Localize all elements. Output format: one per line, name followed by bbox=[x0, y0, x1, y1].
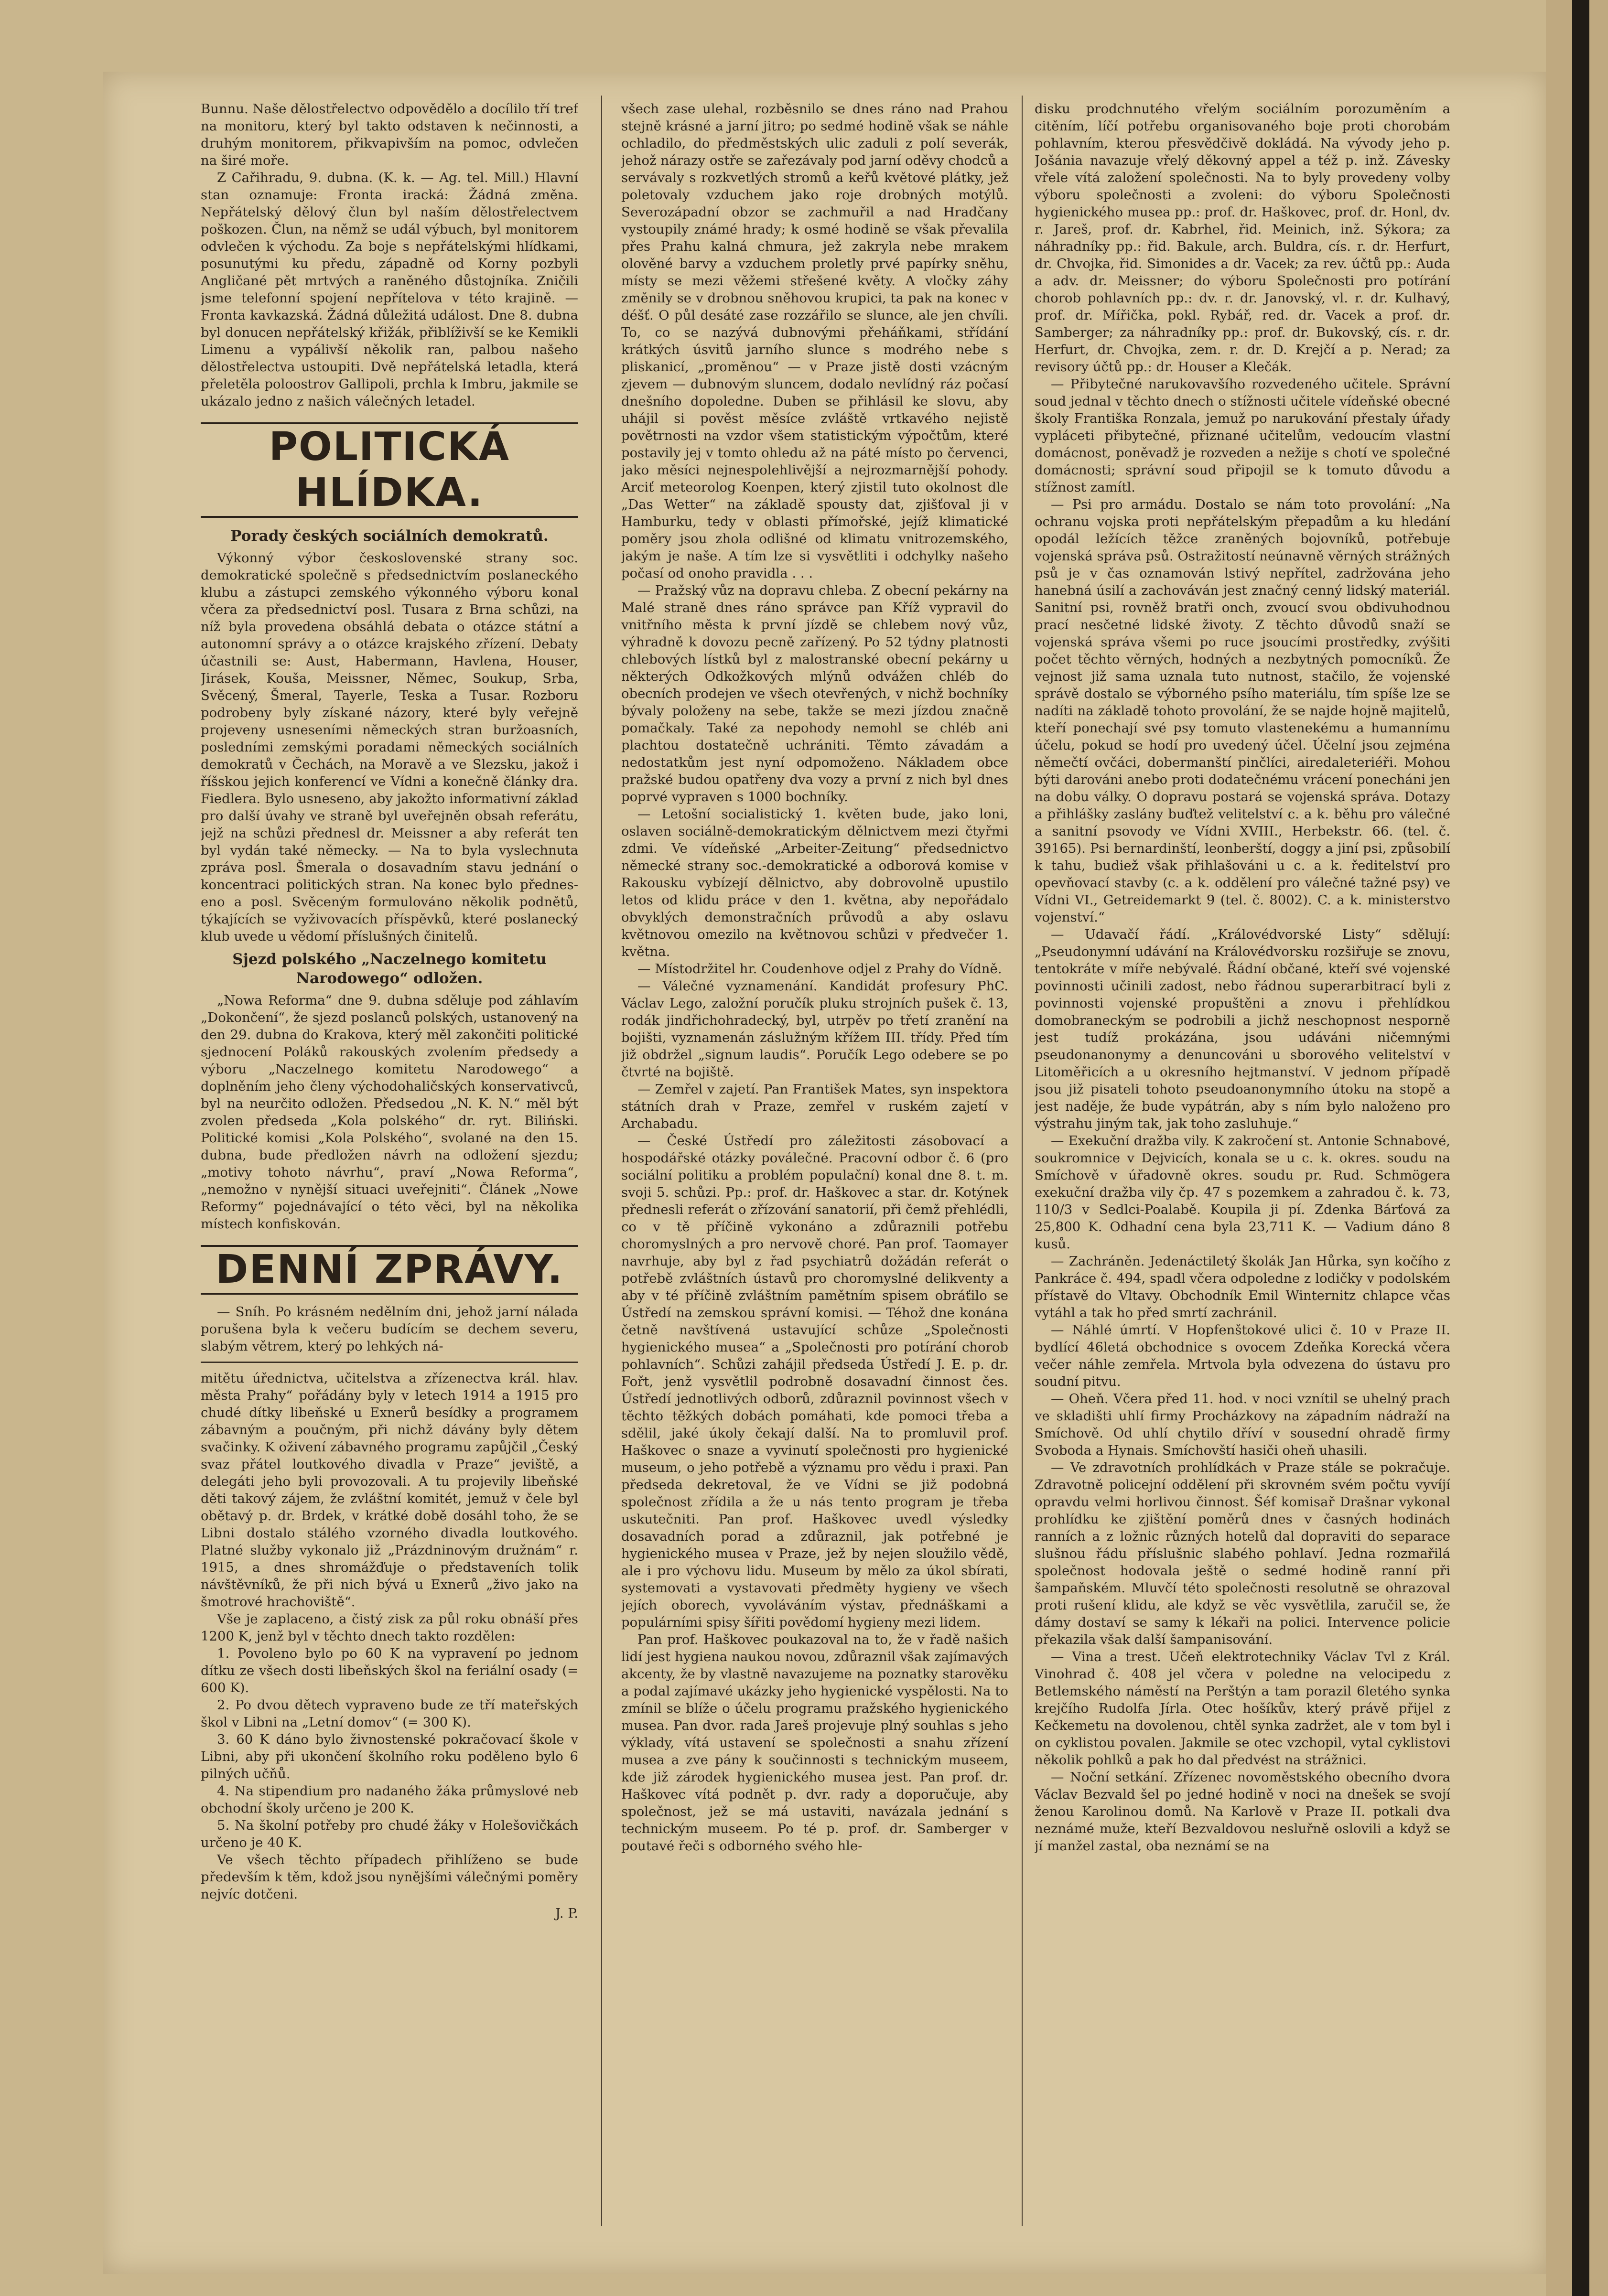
article-text: — Exekuční dražba vily. K zakročení st. Antonie Schnabové, soukromnice v Dejvicích, konala se u c. k. okres. soudu na Smíchově v úřadovně okres. soudu pr. Rud. Schmögera exekuční dražba vily čp. 47 s pozemkem a zahradou č. k. 73, 110/3 v Sedlci-Poalabě. Koupila ji pí. Zdenka Bárťová za 25,800 K. Odhadní cena byla 23,711 K. — Vadium dáno 8 kusů. bbox=[1035, 1133, 1450, 1252]
article-text: disku prodchnutého vřelým sociálním porozuměním a citěním, líčí potřebu organisovaného boje proti chorobám pohlavním, kterou přesvědčivě dokládá. Na vývody jeho p. Jošánia navazuje vřelý děkovný appel a též p. inž. Závesky vřele vítá založení společnosti. Na to byly provedeny volby výboru společnosti a zvoleni: do výboru Společnosti hygienického musea pp.: prof. dr. Haškovec, prof. dr. Honl, dv. r. Jareš, prof. dr. Kabrhel, řid. Meinich, inž. Sýkora; za náhradníky pp.: řid. Bakule, arch. Buldra, cís. r. dr. Herfurt, dr. Chvojka, řid. Simonides a dr. Vacek; za rev. účtů pp.: Auda a adv. dr. Meissner; do výboru Společnosti pro potírání chorob pohlavních pp.: dv. r. dr. Janovský, vl. r. dr. Kulhavý, prof. dr. Mířička, pokl. Rybář, red. dr. Vacek a prof. dr. Samberger; za náhradníky pp.: prof. dr. Bukovský, cís. r. dr. Herfurt, dr. Chvojka, zem. r. dr. D. Krejčí a p. Nerad; za revisory účtů pp.: dr. Houser a Klečák. bbox=[1035, 101, 1450, 375]
article-text: Pan prof. Haškovec poukazoval na to, že v řadě našich lidí jest hygiena naukou novou, zdůraznil však zajímavých akcenty, že by vlastně navazujeme na poznatky starověku a podal zajímavé ukázky jeho hygienické vyspělosti. Na to zmínil se blíže o účelu programu pražského hygienického musea. Pan dvor. rada Jareš projevuje plný souhlas s jeho výklady, vítá ustavení se společnosti a snahu zřízení musea a zve pány k součinnosti s technickým museem, kde již zárodek hygienického musea jest. Pan prof. dr. Haškovec vítá podnět p. dvr. rady a doporučuje, aby společnost, jež se má ustaviti, navázala jednání s technickým museem. Po té p. prof. dr. Samberger v poutavé řeči s odborného svého hle- bbox=[621, 1632, 1008, 1854]
article-text: — Oheň. Včera před 11. hod. v noci vznítil se uhelný prach ve skladišti uhlí firmy Procházkovy na západním nádraží na Smíchově. Od uhlí chytilo dříví v sousední ohradě firmy Svoboda a Hynais. Smíchovští hasiči oheň uhasili. bbox=[1035, 1391, 1450, 1458]
article-text: — Místodržitel hr. Coudenhove odjel z Prahy do Vídně. bbox=[637, 961, 1002, 976]
article-text: — Zachráněn. Jedenáctiletý školák Jan Hůrka, syn kočího z Pankráce č. 494, spadl včera odpoledne z lodičky v podolském přístavě do Vltavy. Obchodník Emil Winternitz chlapce včas vytáhl a tak ho před smrtí zachránil. bbox=[1035, 1254, 1450, 1320]
list-item: 1. Povoleno bylo po 60 K na vypravení po jednom dítku ze všech dosti libeňských škol na feriální osady (= 600 K). bbox=[201, 1646, 578, 1695]
article-text: Bunnu. Naše dělostřelectvo odpovědělo a docílilo tří tref na monitoru, který byl takto odstaven k nečinnosti, a druhým monitorem, přikvapivším na pomoc, odvlečen na širé moře. bbox=[201, 101, 578, 168]
column-middle bbox=[621, 100, 1008, 2245]
article-text: mitětu úřednictva, učitelstva a zřízenectva král. hlav. města Prahy“ pořádány byly v letech 1914 a 1915 pro chudé dítky libeňské u Exnerů besídky a programem zábavným a poučným, při nichž dávány byly dětem svačinky. K oživení zábavného programu zapůjčil „Český svaz přátel loutkového divadla v Praze“ jeviště, a delegáti jeho byli provozovali. A tu projevily libeňské děti takový zájem, že zvláštní komitét, jemuž v čele byl obětavý p. dr. Brdek, v krátké době dosáhl toho, že se Libni dostalo stálého vzorného divadla loutkového. Platné služby vykonalo již „Prázdninovým družnám“ r. 1915, a dnes shromážďuje o představeních tolik návštěvníků, že při nich bývá u Exnerů „živo jako na šmotrové hrachoviště“. bbox=[201, 1371, 578, 1609]
author-signature: J. P. bbox=[555, 1906, 578, 1921]
section-heading-denni-zpravy: DENNÍ ZPRÁVY. bbox=[201, 1245, 578, 1295]
article-text: Výkonný výbor československé strany soc. demokratické společně s předsednictvím poslaneckého klubu a zástupci zemského výkonného výboru konal včera za předsednictví posl. Tusara z Brna schůzi, na níž byla provedena obsáhlá debata o otázce státní a autonomní správy a o otázce krajského zřízení. Debaty účastnili se: Aust, Habermann, Havlena, Houser, Jirásek, Kouša, Meissner, Němec, Soukup, Srba, Svěcený, Šmeral, Tayerle, Teska a Tusar. Rozboru podrobeny byly získané názory, které byly veřejně projeveny usneseními německých stran buržoasních, posledními zemskými poradami německých sociálních demokratů v Čechách, na Moravě a ve Slezsku, jakož i říšskou jejich konferencí ve Vídni a konečně články dra. Fiedlera. Bylo usneseno, aby jakožto informativní základ pro další úvahy ve straně byl uveřejněn obsah referátu, jejž na schůzi přednesl dr. Meissner a aby referát ten byl vydán také německy. — Na to byla vyslechnuta zpráva posl. Šmerala o dosavadním stavu jednání o koncentraci politických stran. Na konec bylo předneseno a posl. Svěceným formulováno několik podnětů, týkajících se vyživovacích příspěvků, které poslanecký klub uvede u vědomí příslušných činitelů. bbox=[201, 550, 578, 944]
divider bbox=[201, 1362, 578, 1363]
list-item: 2. Po dvou dětech vypraveno bude ze tří mateřských škol v Libni na „Letní domov“ (= 300 K). bbox=[201, 1697, 578, 1730]
article-text: — Přibytečné narukovavšího rozvedeného učitele. Správní soud jednal v těchto dnech o stížnosti učitele vídeňské obecné školy Františka Ronzala, jemuž po narukování přestaly úřady vypláceti přibytečné, přiznané učitelům, vedoucím vlastní domácnost, poněvadž je rozveden a nežije s chotí ve společné domácnosti; správní soud připojil se k tomuto důvodu a stížnost zamítl. bbox=[1035, 376, 1450, 495]
article-text: — Pražský vůz na dopravu chleba. Z obecní pekárny na Malé straně dnes ráno správce pan Kříž vypravil do vnitřního města k první jízdě se chlebem nový vůz, výhradně k dovozu pecně zařízený. Po 52 týdny platnosti chlebových lístků byl z malostranské obecní pekárny u některých Odkožkových mlýnů odvážen chléb do obecních prodejen ve všech otevřených, v nichž bochníky bývaly položeny na sebe, takže se mezi jízdou značně pomačkaly. Také za nepohody nemohl se chléb ani plachtou dostatečně uchrániti. Těmto závadám a nedostatkům jest nyní odpomoženo. Nákladem obce pražské budou opatřeny dva vozy a první z nich byl dnes poprvé vypraven s 1000 bochníky. bbox=[621, 583, 1008, 805]
article-heading: Sjezd polského „Naczelnego komitetu Narodowego“ odložen. bbox=[232, 951, 547, 987]
list-item: 4. Na stipendium pro nadaného žáka průmyslové neb obchodní školy určeno je 200 K. bbox=[201, 1783, 578, 1816]
article-text: Ve všech těchto případech přihlíženo se bude především k těm, kdož jsou nynějšími válečnými poměry nejvíc dotčeni. bbox=[201, 1852, 578, 1902]
list-item: 3. 60 K dáno bylo živnostenské pokračovací škole v Libni, aby při ukončení školního roku poděleno bylo 6 pilných učňů. bbox=[201, 1732, 578, 1781]
article-text: — Sníh. Po krásném nedělním dni, jehož jarní nálada porušena byla k večeru budícím se dechem severu, slabým větrem, který po lehkých ná- bbox=[201, 1304, 578, 1354]
article-text: — Letošní socialistický 1. květen bude, jako loni, oslaven sociálně-demokratickým dělnictvem mezi čtyřmi zdmi. Ve vídeňské „Arbeiter-Zeitung“ předsednictvo německé strany soc.-demokratické a odborová komise v Rakousku vybízejí dělnictvo, aby dobrovolně upustilo letos od klidu práce v den 1. května, aby nepořádalo obvyklých demonstračních průvodů a aby oslavu květnovou omezilo na květnovou schůzi v předvečer 1. května. bbox=[621, 806, 1008, 959]
article-text: Vše je zaplaceno, a čistý zisk za půl roku obnáší přes 1200 K, jenž byl v těchto dnech takto rozdělen: bbox=[201, 1611, 578, 1644]
column-right bbox=[1035, 100, 1450, 2245]
column-divider bbox=[1022, 96, 1023, 2226]
article-text: — Ve zdravotních prohlídkách v Praze stále se pokračuje. Zdravotně policejní oddělení při skrovném svém počtu vyvíjí opravdu velmi horlivou činnost. Šéf komisař Drašnar vykonal prohlídku ke zjištění poměrů dnes v časných hodinách ranních a z ložnic různých hotelů dal dopraviti do separace slušnou řádu příslušnic slabého pohlaví. Jedna rozmařilá společnost hodovala ještě o sedmé hodině ranní při šampaňském. Mluvčí této společnosti resolutně se ohrazoval proti rušení klidu, ale když se věc vysvětlila, zaručil se, že dámy dostaví se samy k lékaři na polici. Intervence policie překazila však další šampanisování. bbox=[1035, 1460, 1450, 1647]
article-text: — České Ústředí pro záležitosti zásobovací a hospodářské otázky poválečné. Pracovní odbor č. 6 (pro sociální politiku a problém populační) konal dne 8. t. m. svoji 5. schůzi. Pp.: prof. dr. Haškovec a star. dr. Kotýnek přednesli referát o zřízování sanatorií, při čemž přehlédli, co v tě příčině vykonáno a zdůraznili potřebu choromyslných a pro nervově choré. Pan prof. Taomayer navrhuje, aby byl z řad psychiatrů dožádán referát o potřebě zvláštních ústavů pro choromyslné delikventy a aby v té příčině zvláštním pamětním spisem obráťilo se Ústředí na zemskou správní komisi. — Téhož dne konána četně navštívená ustavující schůze „Společnosti hygienického musea“ a „Společnosti pro potírání chorob pohlavních“. Schůzi zahájil předseda Ústředí J. E. p. dr. Fořt, jenž vysvětlil podrobně dosavadní činnost čes. Ústředí jednotlivých odborů, zdůraznil povinnost všech v těchto těžkých dobách pomáhati, kde pomoci třeba a sdělil, jaké úkoly čekají další. Na to promluvil prof. Haškovec o snaze a vyvinutí společnosti pro hygienické museum, o jeho potřebě a významu pro vědu i praxi. Pan předseda dekretoval, že ve Vídni se již podobná společnost zřídila a že u nás tento program je třeba uskutečniti. Pan prof. Haškovec uvedl výsledky dosavadních porad a zdůraznil, jak potřebné je hygienického musea v Praze, jež by nejen sloužilo vědě, ale i pro výchovu lidu. Museum by mělo za úkol sbírati, systemovati a vystavovati předměty hygieny ve všech jejích oborech, vyvoláváním výstav, přednáškami a populárními spisy šířiti povědomí hygieny mezi lidem. bbox=[621, 1133, 1008, 1630]
article-text: — Udavačí řádí. „Královédvorské Listy“ sdělují: „Pseudonymní udávání na Královédvorsku rozšiřuje se znovu, tentokráte v míře nebývalé. Řádní občané, kteří své vojenské povinnosti učinili zadost, nebo řádnou superarbitrací byli z povinnosti vojenské propuštěni a znovu i přehlídkou domobraneckým se podrobili a jichž neschopnost nesporně jest tudíž prokázána, jsou udáváni ničemnými pseudonanonymy a denuncováni u sborového velitelství v Litoměřicích a u okresního hejtmanství. V jednom případě jsou již pisateli tohoto pseudoanonymního útoku na stopě a jest naděje, že bude vypátrán, aby s ním bylo naloženo pro výstrahu jiným tak, jak toho zasluhuje.“ bbox=[1035, 927, 1450, 1131]
list-item: 5. Na školní potřeby pro chudé žáky v Holešovičkách určeno je 40 K. bbox=[201, 1818, 578, 1850]
column-left bbox=[201, 100, 578, 2245]
article-text: — Noční setkání. Zřízenec novoměstského obecního dvora Václav Bezvald šel po jedné hodině v noci na dnešek se svojí ženou Karolinou domů. Na Karlově v Praze II. potkali dva neznámé muže, kteří Bezvaldovou nesluřně oslovili a když se jí manžel zastal, oba neznámí se na bbox=[1035, 1770, 1450, 1854]
article-text: — Válečné vyznamenání. Kandidát profesury PhC. Václav Lego, založní poručík pluku strojních pušek č. 13, rodák jindřichohradecký, byl, utrpěv po třetí zranění na bojišti, vyznamenán záslužným křížem III. třídy. Před tím již obdržel „signum laudis“. Poručík Lego odebere se po čtvrté na bojiště. bbox=[621, 978, 1008, 1080]
article-text: — Zemřel v zajetí. Pan František Mates, syn inspektora státních drah v Praze, zemřel v ruském zajetí v Archabadu. bbox=[621, 1082, 1008, 1131]
article-text: — Psi pro armádu. Dostalo se nám toto provolání: „Na ochranu vojska proti nepřátelským přepadům a ku hledání opodál ležících těžce zraněných bojovníků, potřebuje vojenská správa psů. Ostražitostí neúnavně věrných strážných psů je v čas oznamován lstivý nepřítel, zadržována jeho hanebná úsilí a zachováván jest značný cenný lidský materiál. Sanitní psi, rovněž bratři onch, zvoucí svou obdivuhodnou prací nesčetné lidské životy. Z těchto důvodů snaží se vojenská správa všemi po ruce jsoucími prostředky, zvýšiti počet těchto věrných, hodných a nezbytných pomocníků. Že vejnost již sama uznala tuto nutnost, stačilo, že vojenské správě dostalo se výborného psího materiálu, tím spíše lze se nadíti na základě tohoto provolání, že se najde hojně majitelů, kteří ponechají své psy tomuto vlastenekému a humannímu účelu, pokud se hodí pro uvedený účel. Účelní jsou zejména němečtí ovčáci, dobermanští pinčlíci, airedaleteriéři. Mohou býti darováni anebo proti dodatečnému vrácení ponecháni jen na dobu války. O dopravu postará se vojenská správa. Dotazy a přihlášky zaslány buďtež velitelství c. a k. běhu pro válečné a sanitní psovody ve Vídni XVIII., Herbekstr. 66. (tel. č. 39165). Psi bernardinští, leonberští, doggy a jiní psi, způsobilí k tahu, budiež však přihlašováni u c. a k. ředitelství pro opevňovací stavby (c. a k. oddělení pro válečné tažné psy) ve Vídni VI., Getreidemarkt 9 (tel. č. 8002). C. a k. ministerstvo vojenství.“ bbox=[1035, 497, 1450, 925]
article-text: — Vina a trest. Učeň elektrotechniky Václav Tvl z Král. Vinohrad č. 408 jel včera v poledne na velocipedu z Betlemského náměstí na Perštýn a tam porazil 6letého synka krejčího Rudolfa Jírla. Otec hošíkův, který právě přijel z Kečkemetu na dovolenou, chtěl synka zadržet, ale v tom byl i on cyklistou povalen. Jakmile se otec vzchopil, vytal cyklistovi několik pohlků a pak ho dal předvést na strážnici. bbox=[1035, 1649, 1450, 1768]
article-heading: Porady českých sociálních demokratů. bbox=[230, 527, 549, 545]
binding-strip bbox=[1572, 0, 1589, 2296]
article-text: všech zase ulehal, rozběsnilo se dnes ráno nad Prahou stejně krásné a jarní jitro; po sedmé hodině však se náhle ochladilo, do předměstských ulic zaduli z polí severák, jehož nárazy ostře se zařezávaly pod jarní oděvy chodců a servávaly s rozkvetlých stromů a keřů květové plátky, jež poletovaly vzduchem jako roje drobných motýlů. Severozápadní obzor se zachmuřil a nad Hradčany vystoupily známé hrady; k osmé hodině se však převalila přes Prahu kalná chmura, jež zakryla nebe mrakem olověné barvy a vzduchem proletly prvé papírky sněhu, místy se mezi věžemi střešené květy. A vločky záhy změnily se v drobnou sněhovou krupici, ta pak na konec v déšť. O půl desáté zase rozzářilo se slunce, ale jen chvíli. To, co se nazývá dubnovými přeháňkami, střídání krátkých úsvitů jarního slunce s modrého nebe s pliskanicí, „proměnou“ — v Praze jistě dosti vzácným zjevem — dubnovým sluncem, dodalo nevlídný ráz počasí dnešního dopoledne. Duben se přihlásil ke slovu, aby uhájil si pověst měsíce zvláště vrtkavého nejistě povětrnosti na vzdor všem statistickým výpočtům, které postavily jej v tomto ohledu až na páté místo po červenci, jako měsíci nejnespolehlivější a nejrozmarnější pohody. Arciť meteorolog Koenpen, který zjistil tuto okolnost dle „Das Wetter“ na základě spousty dat, zjišťoval ji v Hamburku, tedy v oblasti přímořské, jejíž klimatické poměry jsou zhola odlišné od klimatu vnitrozemského, jakým je naše. A tím lze si vysvětliti i odchylky našeho počasí od onoho pravidla . . . bbox=[621, 101, 1008, 581]
article-text: — Náhlé úmrtí. V Hopfenštokové ulici č. 10 v Praze II. bydlící 46letá obchodnice s ovocem Zdeňka Korecká včera večer náhle zemřela. Mrtvola byla odvezena do ústavu pro soudní pitvu. bbox=[1035, 1322, 1450, 1389]
section-heading-politicka-hlidka: POLITICKÁ HLÍDKA. bbox=[201, 422, 578, 518]
article-text: Z Cařihradu, 9. dubna. (K. k. — Ag. tel. Mill.) Hlavní stan oznamuje: Fronta iracká: Žádná změna. Nepřátelský dělový člun byl naším dělostřelectvem poškozen. Člun, na němž se udál výbuch, byl monitorem odvlečen k východu. Za boje s nepřátelskými hlídkami, posunutými ku předu, západně od Korny pozbyli Angličané pět mrtvých a raněného důstojníka. Zničili jsme telefonní spojení nepřítelova v této krajině. — Fronta kavkazská. Žádná důležitá událost. Dne 8. dubna byl donucen nepřátelský křižák, přiblíživší se ke Kemikli Limenu a vypálivší několik ran, palbou našeho dělostřelectva ustoupiti. Dvě nepřátelská letadla, která přeletěla poloostrov Gallipoli, prchla k Imbru, jakmile se ukázalo jedno z našich válečných letadel. bbox=[201, 170, 578, 409]
article-text: „Nowa Reforma“ dne 9. dubna sděluje pod záhlavím „Dokončení“, že sjezd poslanců polských, ustanovený na den 29. dubna do Krakova, který měl zakončiti politické sjednocení Poláků rakouských zvolením předsedy a výboru „Naczelnego komitetu Narodowego“ a doplněním jeho členy východohaličských konservativců, byl na neurčito odložen. Předsedou „N. K. N.“ měl být zvolen předseda „Kola polského“ dr. ryt. Biliński. Politické komisi „Kola Polského“, svolané na den 15. dubna, bude předložen návrh na odložení sjezdu; „motivy tohoto návrhu“, praví „Nowa Reforma“, „nemožno v nynější situaci uveřejniti“. Článek „Nowe Reformy“ pojednávající o této věci, byl na několika místech konfiskován. bbox=[201, 993, 578, 1232]
column-divider bbox=[601, 96, 602, 2226]
